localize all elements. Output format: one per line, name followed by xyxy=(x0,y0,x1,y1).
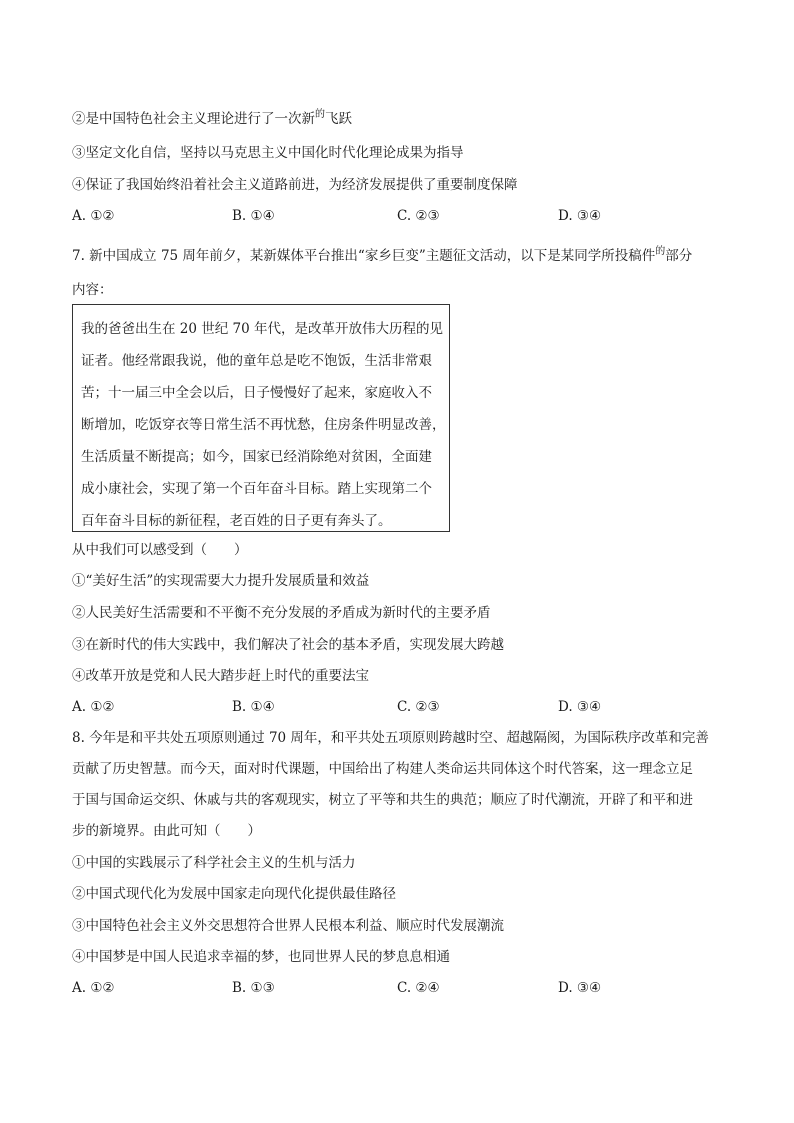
q7-essay-line: 证者。他经常跟我说，他的童年总是吃不饱饭，生活非常艰 xyxy=(81,353,432,369)
q8-option-a[interactable]: A. ①② xyxy=(72,980,115,996)
q7-option-c[interactable]: C. ②③ xyxy=(397,699,440,715)
q7-statement-2: ②人民美好生活需要和不平衡不充分发展的矛盾成为新时代的主要矛盾 xyxy=(72,605,491,621)
q6-statement-2 xyxy=(72,109,352,131)
q6-statement-2-tail: 飞跃 xyxy=(325,111,352,127)
q8-options xyxy=(72,978,722,998)
q8-statement-3: ③中国特色社会主义外交思想符合世界人民根本利益、顺应时代发展潮流 xyxy=(72,918,504,934)
q8-option-d[interactable]: D. ③④ xyxy=(558,980,602,996)
q6-statement-4: ④保证了我国始终沿着社会主义道路前进，为经济发展提供了重要制度保障 xyxy=(72,177,518,193)
q7-stem-line-1 xyxy=(72,246,692,268)
q8-stem-line-4: 步的新境界。由此可知（ ） xyxy=(72,823,261,839)
q6-option-d[interactable]: D. ③④ xyxy=(558,208,602,224)
q7-question: 从中我们可以感受到（ ） xyxy=(72,542,248,558)
q7-essay-line: 百年奋斗目标的新征程，老百姓的日子更有奔头了。 xyxy=(81,513,392,529)
q7-stem-line-2: 内容： xyxy=(72,282,113,298)
q7-statement-1: ①“美好生活”的实现需要大力提升发展质量和效益 xyxy=(72,573,370,589)
q7-option-b[interactable]: B. ①④ xyxy=(232,699,275,715)
q7-essay-box xyxy=(72,304,450,532)
q8-stem-line-2: 贡献了历史智慧。而今天，面对时代课题，中国给出了构建人类命运共同体这个时代答案，这一理念立足 xyxy=(72,761,693,777)
q7-essay-line: 我的爸爸出生在 20 世纪 70 年代，是改革开放伟大历程的见 xyxy=(81,321,444,337)
q8-option-c[interactable]: C. ②④ xyxy=(397,980,440,996)
q6-statement-2-sup: 的 xyxy=(315,109,325,120)
q7-statement-3: ③在新时代的伟大实践中，我们解决了社会的基本矛盾，实现发展大跨越 xyxy=(72,637,504,653)
q8-option-b[interactable]: B. ①③ xyxy=(232,980,275,996)
q8-stem-line-1: 8. 今年是和平共处五项原则通过 70 周年，和平共处五项原则跨越时空、超越隔阂，为国际秩序改革和完善 xyxy=(72,730,709,746)
q7-option-d[interactable]: D. ③④ xyxy=(558,699,602,715)
q6-options xyxy=(72,206,722,226)
q6-option-a[interactable]: A. ①② xyxy=(72,208,115,224)
q7-essay-line: 断增加，吃饭穿衣等日常生活不再忧愁，住房条件明显改善， xyxy=(81,417,446,433)
q7-option-a[interactable]: A. ①② xyxy=(72,699,115,715)
q7-essay-line: 成小康社会，实现了第一个百年奋斗目标。踏上实现第二个 xyxy=(81,481,432,497)
q8-statement-1: ①中国的实践展示了科学社会主义的生机与活力 xyxy=(72,855,356,871)
q6-statement-3: ③坚定文化自信，坚持以马克思主义中国化时代化理论成果为指导 xyxy=(72,145,464,161)
q8-statement-4: ④中国梦是中国人民追求幸福的梦，也同世界人民的梦息息相通 xyxy=(72,949,450,965)
q8-stem-line-3: 于国与国命运交织、休戚与共的客观现实，树立了平等和共生的典范；顺应了时代潮流，开辟了和平和进 xyxy=(72,792,693,808)
q6-statement-2-main: ②是中国特色社会主义理论进行了一次新 xyxy=(72,111,315,127)
q8-statement-2: ②中国式现代化为发展中国家走向现代化提供最佳路径 xyxy=(72,886,396,902)
q6-option-b[interactable]: B. ①④ xyxy=(232,208,275,224)
q7-stem-main: 7. 新中国成立 75 周年前夕，某新媒体平台推出“家乡巨变”主题征文活动，以下是某同学所投稿件 xyxy=(72,248,656,264)
q7-statement-4: ④改革开放是党和人民大踏步赶上时代的重要法宝 xyxy=(72,668,369,684)
q7-stem-tail: 部分 xyxy=(665,248,693,264)
q7-essay-line: 苦；十一届三中全会以后，日子慢慢好了起来，家庭收入不 xyxy=(81,385,432,401)
q6-option-c[interactable]: C. ②③ xyxy=(397,208,440,224)
q7-stem-sup: 的 xyxy=(655,246,666,257)
q7-options xyxy=(72,697,722,717)
q7-essay-line: 生活质量不断提高；如今，国家已经消除绝对贫困，全面建 xyxy=(81,449,432,465)
